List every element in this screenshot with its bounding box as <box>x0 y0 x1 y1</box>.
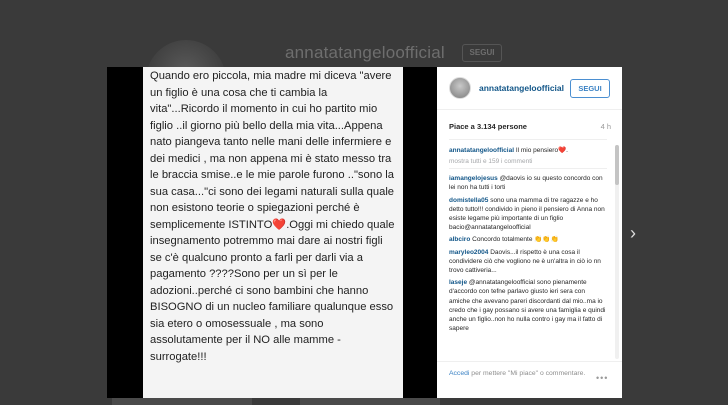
login-prompt-text: per mettere "Mi piace" o commentare. <box>469 370 586 377</box>
comment-text: @daovis io su questo concordo con lei non ha tutti i torti <box>449 175 603 192</box>
background-follow-button: SEGUI <box>462 44 502 62</box>
likes-count[interactable]: Piace a 3.134 persone <box>449 122 527 131</box>
post-author-username[interactable]: annatatangeloofficial <box>479 83 565 93</box>
comment-item <box>449 174 607 192</box>
comment-item <box>449 196 607 233</box>
comment-username[interactable]: domistella05 <box>449 196 489 204</box>
background-thumbnail <box>112 398 252 405</box>
comment-username[interactable]: laseje <box>449 279 468 287</box>
login-link[interactable]: Accedi <box>449 370 470 377</box>
background-thumbnail <box>300 398 440 405</box>
post-footer <box>437 361 622 398</box>
comment-item <box>449 248 607 276</box>
comment-item <box>449 278 607 333</box>
post-header <box>437 67 622 110</box>
more-options-icon[interactable]: ••• <box>596 373 609 383</box>
comment-username[interactable]: albciro <box>449 236 471 244</box>
background-username: annatatangeloofficial <box>285 43 445 62</box>
post-time[interactable]: 4 h <box>600 122 611 131</box>
comment-text: Daovis...il rispetto è una cosa il condividere ciò che vogliono ne è un'altra in ciò io nn trovo cattiveria... <box>449 248 601 275</box>
comments-scrollbar[interactable] <box>615 145 619 359</box>
avatar[interactable] <box>449 77 471 99</box>
caption-username[interactable]: annatatangeloofficial <box>449 147 515 154</box>
comment-text: @annatatangeloofficial sono pienamente d'accordo con tefne parlavo giusto ieri sera con amiche che avevano pareri discordanti dal mio..ma io credo che i gay possano si avere una famiglia e quindi anche un figlio..non ho nulla contro i gay ma il fatto di sapere <box>449 279 606 333</box>
scrollbar-thumb[interactable] <box>615 145 619 185</box>
likes-row <box>449 122 611 131</box>
post-side-panel <box>437 67 622 398</box>
comments-list <box>449 139 607 361</box>
login-prompt <box>449 369 589 379</box>
follow-button[interactable]: SEGUI <box>570 79 610 98</box>
caption <box>449 146 607 155</box>
caption-text: Il mio pensiero❤️. <box>514 147 568 154</box>
comment-text: Concordo totalmente 👏👏👏 <box>470 236 559 244</box>
next-arrow-icon[interactable]: › <box>630 223 636 243</box>
post-modal <box>107 67 622 398</box>
show-all-comments-link[interactable]: mostra tutti e 159 i commenti <box>449 158 607 169</box>
post-photo <box>143 67 403 398</box>
comment-item <box>449 235 607 244</box>
photo-text: Quando ero piccola, mia madre mi diceva "avere un figlio è una cosa che ti cambia la vita"...Ricordo il momento in cui ho partito mio figlio ..il giorno più bello della mia vita...Appena nato piangeva tanto nelle mani delle infermiere e dei medici , ma non appena mi è stato messo tra le braccia smise..e le mie parole furono .."sono la sua casa..."ci sono dei legami naturali sulla quale non esistono teorie o spiegazioni perché è semplicemente ISTINTO❤️.Oggi mi chiedo quale insegnamento potremmo mai dare ai nostri figli se c'è qualcuno pronto a farli per darli via a pagamento ????Sono per un sì per le adozioni..perché ci sono bambini che hanno BISOGNO di un nucleo familiare qualunque esso sia etero o omosessuale , ma sono assolutamente per il NO alle mamme -surrogate!!! <box>150 70 395 363</box>
comment-username[interactable]: iamangelojesus <box>449 175 498 183</box>
comment-text: sono una mamma di tre ragazze e ho detto tutto!!! condivido in pieno il pensiero di Anna non esiste legame più importante di un figlio bacio@annatatangeloofficial <box>449 196 605 232</box>
comment-username[interactable]: maryleo2004 <box>449 248 489 256</box>
